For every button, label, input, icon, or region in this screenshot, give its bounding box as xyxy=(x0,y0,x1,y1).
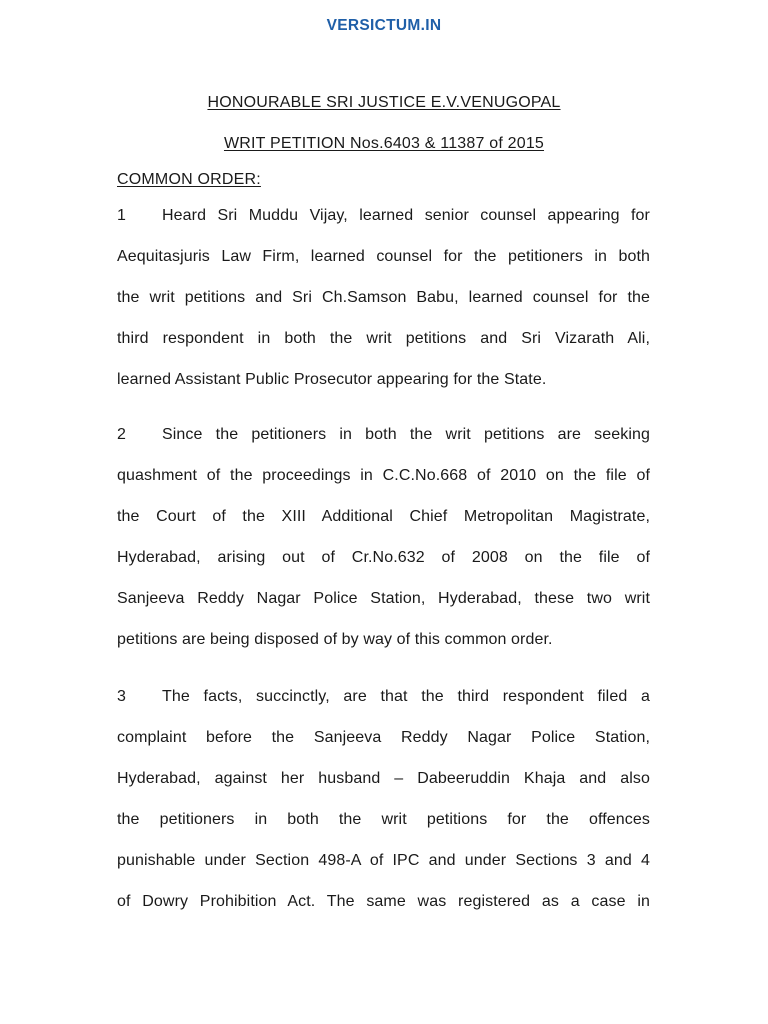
paragraph-line: learned Assistant Public Prosecutor appearing for the State. xyxy=(117,371,547,388)
paragraph-line: third respondent in both the writ petitions and Sri Vizarath Ali, xyxy=(117,330,650,347)
case-heading: WRIT PETITION Nos.6403 & 11387 of 2015 xyxy=(223,135,545,152)
paragraph-1 xyxy=(117,195,650,400)
paragraph-line: the writ petitions and Sri Ch.Samson Babu, learned counsel for the xyxy=(117,289,650,306)
paragraph-line: Sanjeeva Reddy Nagar Police Station, Hyderabad, these two writ xyxy=(117,590,650,607)
paragraph-3 xyxy=(117,676,650,922)
paragraph-line: of Dowry Prohibition Act. The same was registered as a case in xyxy=(117,893,650,910)
paragraph-line: 1 Heard Sri Muddu Vijay, learned senior counsel appearing for xyxy=(117,195,650,236)
paragraph-line: the petitioners in both the writ petitions for the offences xyxy=(117,811,650,828)
paragraph-line: petitions are being disposed of by way of this common order. xyxy=(117,631,553,648)
judge-heading: HONOURABLE SRI JUSTICE E.V.VENUGOPAL xyxy=(207,94,561,111)
paragraph-line: Aequitasjuris Law Firm, learned counsel for the petitioners in both xyxy=(117,248,650,265)
paragraph-line: punishable under Section 498-A of IPC and under Sections 3 and 4 xyxy=(117,852,650,869)
paragraph-line: Hyderabad, against her husband – Dabeeruddin Khaja and also xyxy=(117,770,650,787)
paragraph-number: 3 xyxy=(117,688,126,705)
paragraph-line: quashment of the proceedings in C.C.No.668 of 2010 on the file of xyxy=(117,467,650,484)
paragraph-number: 2 xyxy=(117,426,126,443)
order-title: COMMON ORDER: xyxy=(117,171,261,188)
paragraph-number: 1 xyxy=(117,207,126,224)
paragraph-line: the Court of the XIII Additional Chief Metropolitan Magistrate, xyxy=(117,508,650,525)
paragraph-line: complaint before the Sanjeeva Reddy Nagar Police Station, xyxy=(117,729,650,746)
paragraph-line: Hyderabad, arising out of Cr.No.632 of 2008 on the file of xyxy=(117,549,650,566)
paragraph-line: 2 Since the petitioners in both the writ petitions are seeking xyxy=(117,414,650,455)
watermark: VERSICTUM.IN xyxy=(326,17,442,34)
paragraph-2 xyxy=(117,414,650,660)
paragraph-line: 3 The facts, succinctly, are that the third respondent filed a xyxy=(117,676,650,717)
